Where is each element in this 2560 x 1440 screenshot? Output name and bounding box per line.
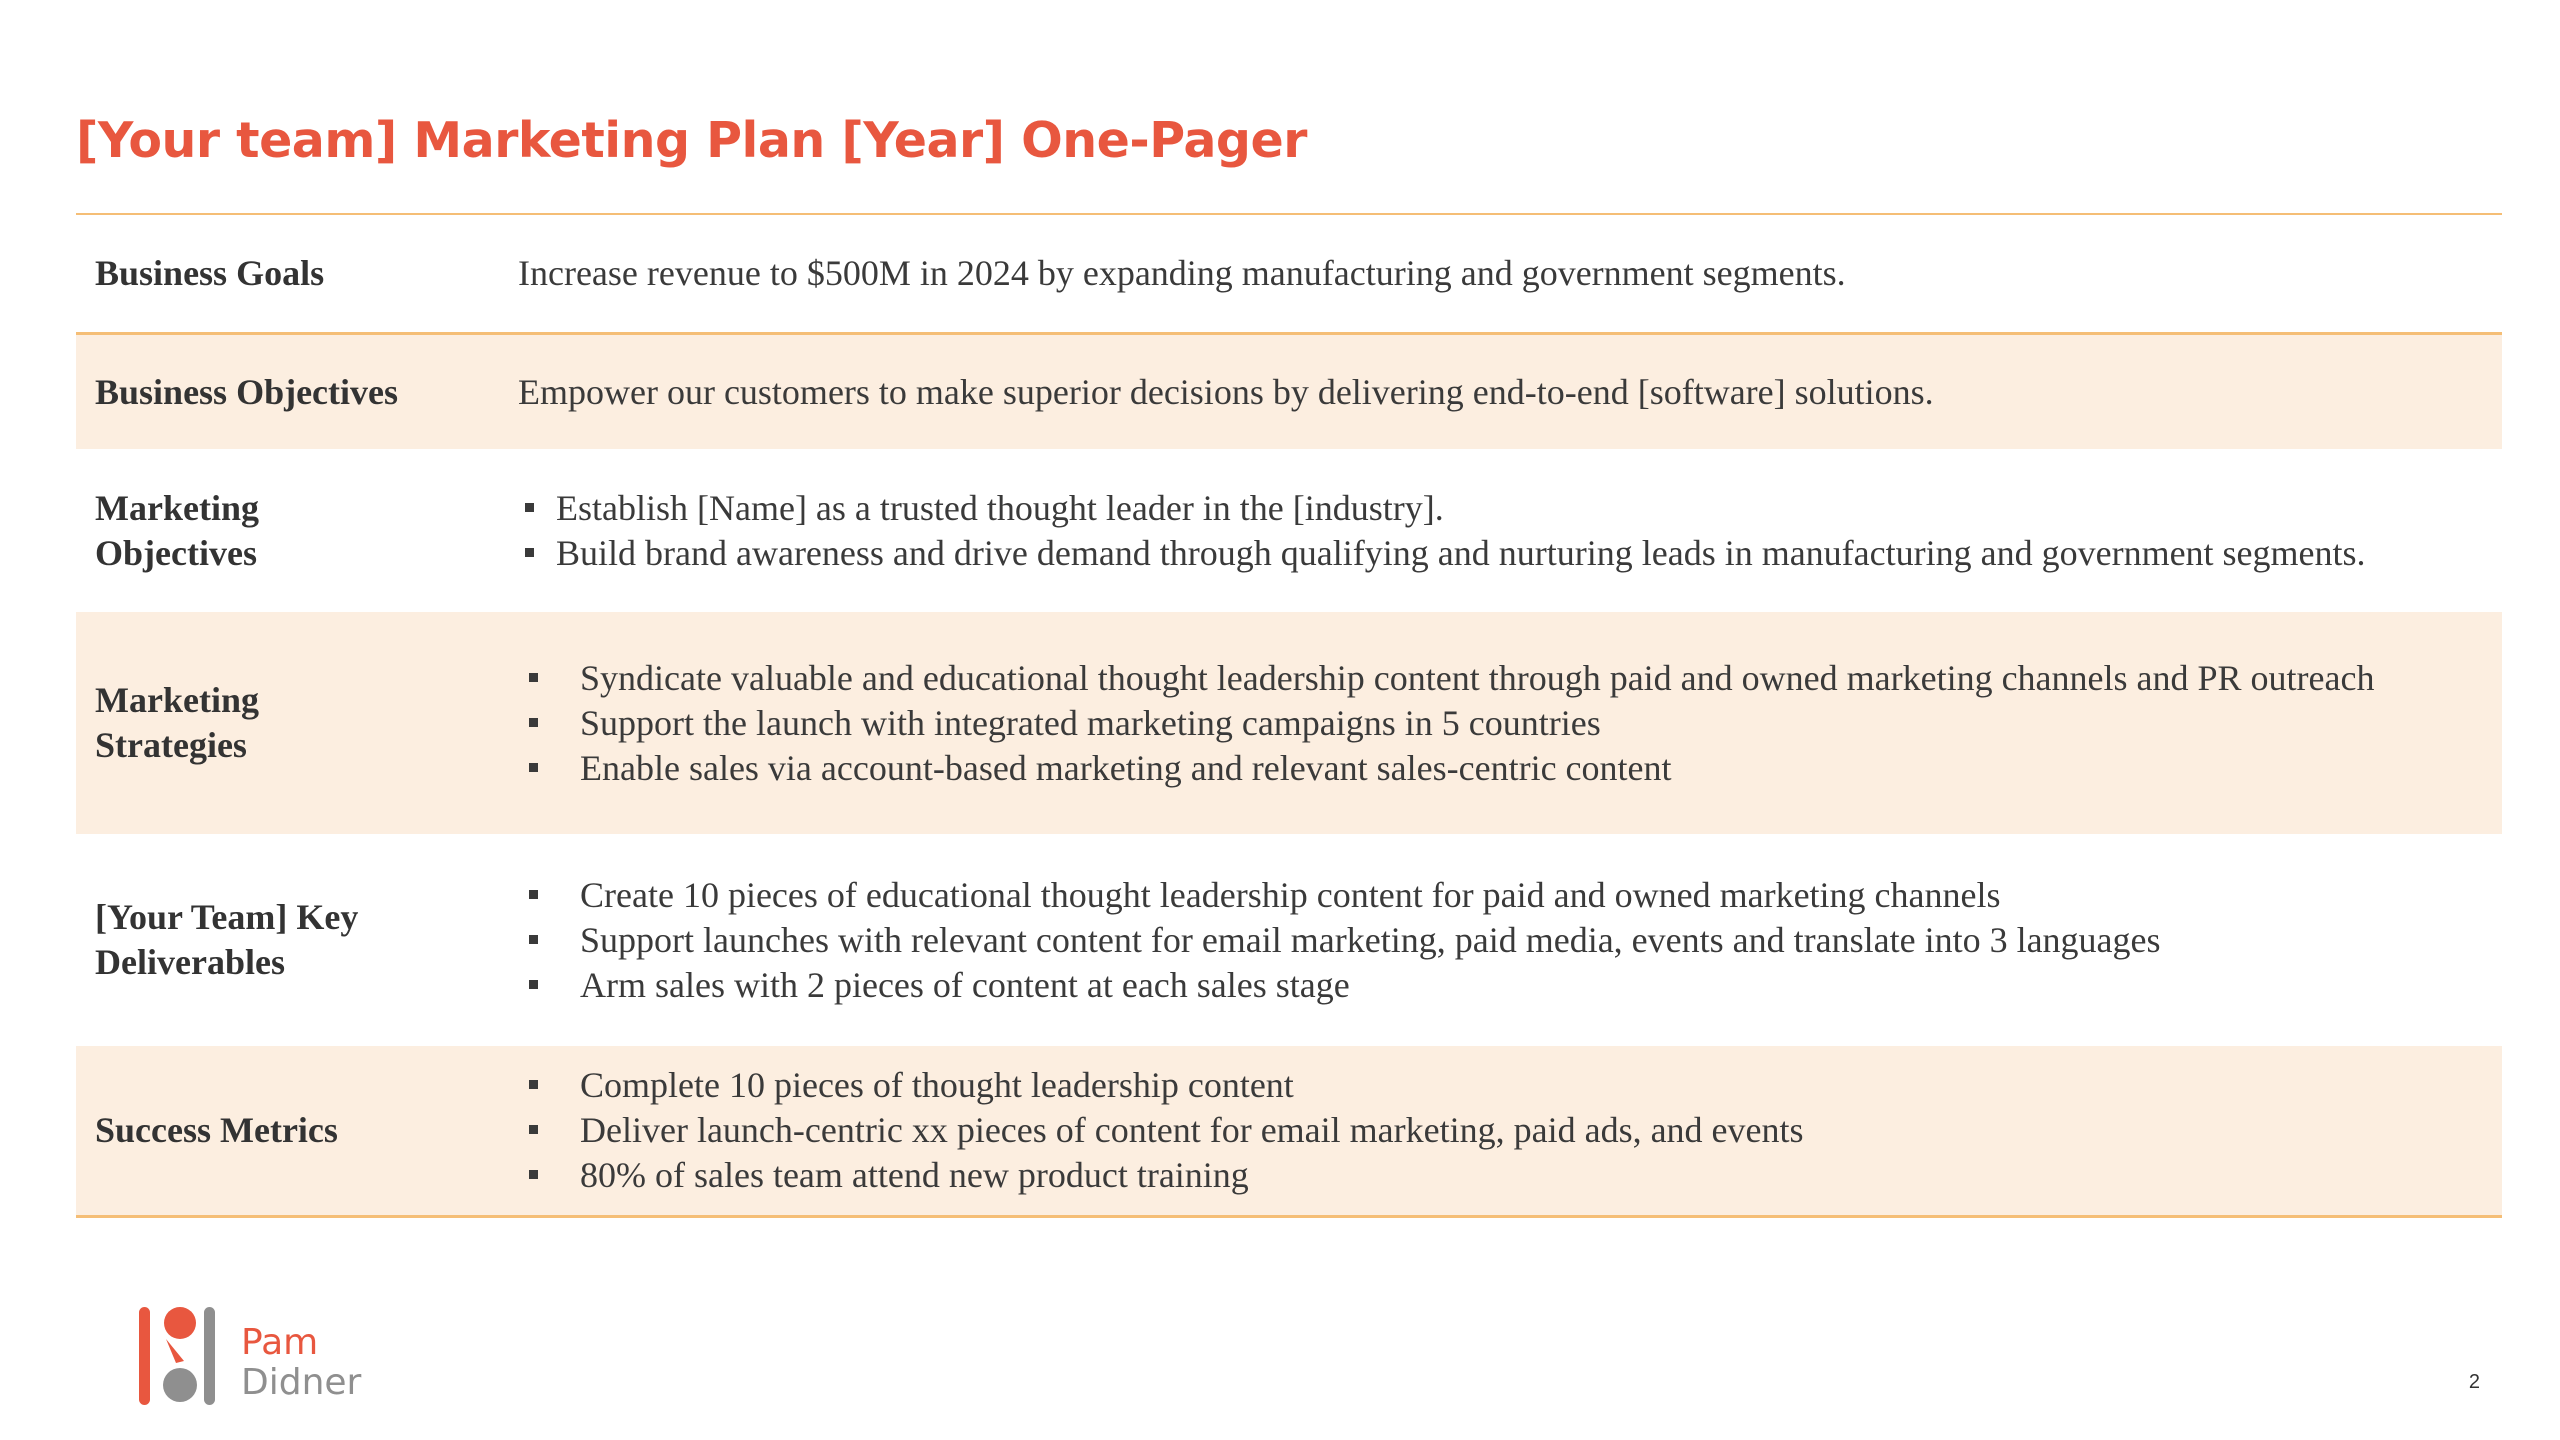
- row-marketing-objectives: [76, 449, 2502, 612]
- row-label: Marketing Objectives: [95, 487, 259, 573]
- square-bullet-icon: [525, 548, 534, 557]
- list-item: Deliver launch-centric xx pieces of content for email marketing, paid ads, and events: [422, 1108, 2502, 1153]
- square-bullet-icon: [525, 503, 534, 512]
- pd-monogram-icon: [136, 1303, 226, 1407]
- square-bullet-icon: [529, 980, 538, 989]
- list-item: Support launches with relevant content for email marketing, paid media, events and translate into 3 languages: [422, 918, 2502, 963]
- list-item: Create 10 pieces of educational thought leadership content for paid and owned marketing channels: [422, 873, 2502, 918]
- bullet-list: [422, 656, 2502, 791]
- square-bullet-icon: [529, 673, 538, 682]
- square-bullet-icon: [529, 1080, 538, 1089]
- bullet-list: [422, 1063, 2502, 1198]
- row-label: [Your Team] Key Deliverables: [95, 897, 359, 982]
- brand-last-name: Didner: [241, 1362, 362, 1403]
- list-item: Complete 10 pieces of thought leadership content: [422, 1063, 2502, 1108]
- brand-logo: [136, 1303, 396, 1407]
- list-item: Enable sales via account-based marketing and relevant sales-centric content: [422, 746, 2502, 791]
- list-item: Establish [Name] as a trusted thought leader in the [industry].: [422, 486, 2502, 531]
- bullet-list: [422, 486, 2502, 576]
- list-item: Syndicate valuable and educational thought leadership content through paid and owned marketing channels and PR outreach: [422, 656, 2502, 701]
- square-bullet-icon: [529, 718, 538, 727]
- square-bullet-icon: [529, 1170, 538, 1179]
- square-bullet-icon: [529, 935, 538, 944]
- list-item: Build brand awareness and drive demand through qualifying and nurturing leads in manufacturing and government segments.: [422, 531, 2502, 576]
- list-item: Arm sales with 2 pieces of content at each sales stage: [422, 963, 2502, 1008]
- plan-table: [76, 215, 2502, 1218]
- row-business-goals: [76, 215, 2502, 335]
- row-label: Success Metrics: [95, 1110, 338, 1150]
- square-bullet-icon: [529, 890, 538, 899]
- row-label: Business Objectives: [95, 371, 399, 412]
- row-text: Increase revenue to $500M in 2024 by expanding manufacturing and government segments.: [518, 253, 1846, 293]
- page-title: [Your team] Marketing Plan [Year] One-Pager: [76, 112, 1307, 169]
- row-text: Empower our customers to make superior decisions by delivering end-to-end [software] solutions.: [518, 371, 1934, 412]
- brand-first-name: Pam: [241, 1322, 319, 1363]
- row-marketing-strategies: [76, 612, 2502, 834]
- bullet-list: [422, 873, 2502, 1008]
- row-label: Marketing Strategies: [95, 680, 259, 765]
- brand-name: [241, 1323, 361, 1403]
- list-item: 80% of sales team attend new product training: [422, 1153, 2502, 1198]
- page-number: 2: [2468, 1371, 2480, 1393]
- square-bullet-icon: [529, 763, 538, 772]
- square-bullet-icon: [529, 1125, 538, 1134]
- row-success-metrics: [76, 1046, 2502, 1215]
- row-business-objectives: [76, 335, 2502, 449]
- row-label: Business Goals: [95, 253, 325, 293]
- row-key-deliverables: [76, 834, 2502, 1046]
- list-item: Support the launch with integrated marketing campaigns in 5 countries: [422, 701, 2502, 746]
